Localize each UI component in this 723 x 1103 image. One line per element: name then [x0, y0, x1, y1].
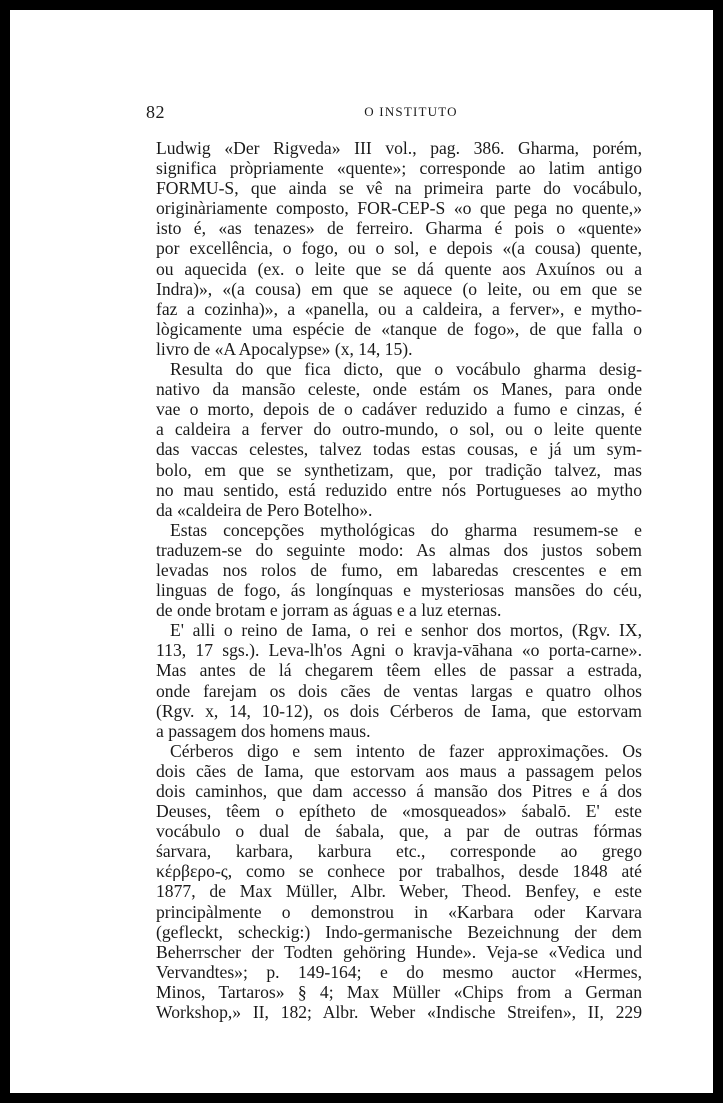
- text-line: lògicamente uma espécie de «tanque de fogo», de que falla o: [156, 318, 642, 339]
- text-line: das vaccas celestes, talvez todas estas cousas, e já um sym-: [156, 439, 642, 460]
- text-line: de onde brotam e jorram as águas e a luz eternas.: [156, 600, 502, 621]
- page-header: [146, 102, 676, 124]
- text-line: no mau sentido, está reduzido entre nós Portugueses ao mytho: [156, 479, 642, 500]
- text-line: (Rgv. x, 14, 10-12), os dois Cérberos de Iama, que estorvam: [156, 700, 642, 721]
- text-line: levadas nos rolos de fumo, em labaredas crescentes e em: [156, 559, 642, 580]
- text-line: Ludwig «Der Rigveda» III vol., pag. 386. Gharma, porém,: [156, 138, 642, 158]
- text-line: a passagem dos homens maus.: [156, 720, 371, 741]
- text-line: Indra)», «(a cousa) em que se aquece (o leite, ou em que se: [156, 278, 642, 299]
- text-line: vocábulo o dual de śabala, que, a par de outras fórmas: [156, 821, 642, 842]
- text-line: Mas antes de lá chegarem têem elles de passar a estrada,: [156, 660, 642, 681]
- text-line: Vervandtes»; p. 149-164; e do mesmo auctor «Hermes,: [156, 961, 642, 982]
- book-page: [10, 10, 713, 1093]
- text-line: originàriamente composto, FOR-CEP-S «o que pega no quente,»: [156, 198, 642, 219]
- text-line: da «caldeira de Pero Botelho».: [156, 499, 373, 520]
- text-line: Workshop,» II, 182; Albr. Weber «Indische Streifen», II, 229: [156, 1002, 642, 1023]
- text-line: linguas de fogo, ás longínquas e mysteriosas mansões do céu,: [156, 580, 642, 601]
- text-line: vae o morto, depois de o cadáver reduzido a fumo e cinzas, é: [156, 399, 642, 420]
- text-line: significa pròpriamente «quente»; corresponde ao latim antigo: [156, 158, 642, 179]
- text-line: 1877, de Max Müller, Albr. Weber, Theod. Benfey, e este: [156, 881, 642, 902]
- page-number: 82: [146, 102, 165, 122]
- text-line: śarvara, karbara, karbura etc., corresponde ao grego: [156, 841, 642, 862]
- text-line: dois caminhos, que dam accesso á mansão dos Pitres e á dos: [156, 781, 642, 801]
- text-line: E' alli o reino de Iama, o rei e senhor dos mortos, (Rgv. IX,: [170, 620, 642, 641]
- text-line: livro de «A Apocalypse» (x, 14, 15).: [156, 338, 413, 359]
- text-line: principàlmente o demonstrou in «Karbara oder Karvara: [156, 901, 642, 922]
- text-line: bolo, em que se synthetizam, que, por tradição talvez, mas: [156, 459, 642, 480]
- text-line: κέρβερο-ς, como se conhece por trabalhos, desde 1848 até: [156, 861, 642, 882]
- text-line: (gefleckt, scheckig:) Indo-germanische Bezeichnung der dem: [156, 921, 642, 942]
- body-text: [156, 138, 642, 1022]
- text-line: Minos, Tartaros» § 4; Max Müller «Chips from a German: [156, 981, 642, 1002]
- text-line: por excellência, o fogo, ou o sol, e depois «(a cousa) quente,: [156, 238, 642, 259]
- running-title: O INSTITUTO: [364, 104, 458, 119]
- text-line: ou aquecida (ex. o leite que se dá quente aos Axuínos ou a: [156, 258, 642, 279]
- text-line: a caldeira a ferver do outro-mundo, o sol, ou o leite quente: [156, 419, 642, 440]
- text-line: faz a cozinha)», a «panella, ou a caldeira, a ferver», e mytho-: [156, 298, 642, 319]
- text-line: Beherrscher der Todten gehöring Hunde». Veja-se «Vedica und: [156, 941, 642, 962]
- text-line: Resulta do que fica dicto, que o vocábulo gharma desig-: [170, 359, 642, 380]
- text-line: Estas concepções mythológicas do gharma resumem-se e: [170, 519, 642, 540]
- text-line: 113, 17 sgs.). Leva-lh'os Agni o kravja-vāhana «o porta-carne».: [156, 640, 642, 661]
- text-line: dois cães de Iama, que estorvam aos maus a passagem pelos: [156, 760, 642, 781]
- text-line: traduzem-se do seguinte modo: As almas dos justos sobem: [156, 539, 642, 560]
- text-line: onde farejam os dois cães de ventas largas e quatro olhos: [156, 680, 642, 701]
- text-line: FORMU-S, que ainda se vê na primeira parte do vocábulo,: [156, 178, 642, 199]
- text-line: Cérberos digo e sem intento de fazer approximações. Os: [170, 740, 642, 761]
- text-line: isto é, «as tenazes» de ferreiro. Gharma é pois o «quente»: [156, 218, 642, 239]
- text-line: nativo da mansão celeste, onde estám os Manes, para onde: [156, 379, 642, 400]
- text-line: Deuses, têem o epítheto de «mosqueados» śabalō. E' este: [156, 801, 642, 822]
